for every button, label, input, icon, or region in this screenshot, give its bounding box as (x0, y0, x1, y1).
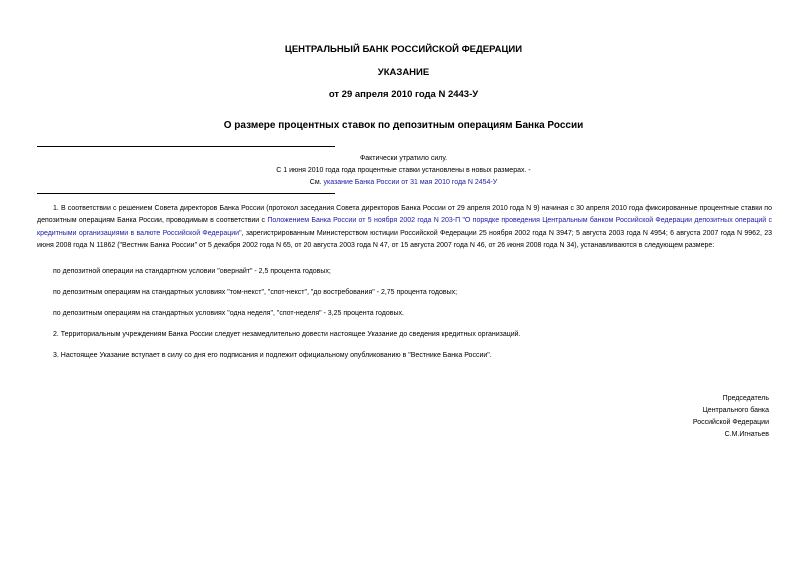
notice-status: Фактически утратило силу. (359, 155, 448, 162)
document-date-heading: от 29 апреля 2010 года N 2443-У (328, 89, 479, 100)
paragraph-2: 2. Территориальным учреждениям Банка России следует незамедлительно довести настоящее Указание до сведения кредитных организаций. (53, 331, 521, 338)
signature-org-line: Центрального банка (702, 407, 769, 414)
notice-reference (0, 179, 807, 186)
document-type-heading: УКАЗАНИЕ (377, 67, 430, 78)
signature-position: Председатель (722, 395, 769, 402)
notice-reference-link[interactable]: указание Банка России от 31 мая 2010 года N 2454-У (323, 179, 498, 186)
signature-block (693, 393, 769, 441)
signatory-name: С.М.Игнатьев (724, 431, 769, 438)
paragraph-1-text-b: , зарегистрированным Министерством юстиции Российской Федерации 25 ноября 2002 года N 3947; 5 августа 2003 года N 4954; 6 августа 2007 года N 9962, 23 июня 2008 года N 11862 ("Вестник Банка России" от 5 декабря 2002 года N 65, от 20 августа 2003 года N 47, от 15 августа 2007 года N 46, от 26 июня 2008 года N 34), устанавливаются в следующем размере: (37, 229, 772, 250)
notice-top-divider (37, 146, 335, 147)
paragraph-3: 3. Настоящее Указание вступает в силу со дня его подписания и подлежит официальному опубликованию в "Вестнике Банка России". (53, 352, 492, 359)
signature-country-line: Российской Федерации (692, 419, 769, 426)
rate-item-one-week: по депозитным операциям на стандартных условиях "одна неделя", "спот-неделя" - 3,25 процента годовых. (53, 310, 404, 317)
rate-item-overnight: по депозитной операции на стандартном условии "овернайт" - 2,5 процента годовых; (53, 268, 331, 275)
notice-change: С 1 июня 2010 года года процентные ставки установлены в новых размерах. - (276, 167, 531, 174)
notice-bottom-divider (37, 193, 335, 194)
document-title: О размере процентных ставок по депозитным операциям Банка России (223, 120, 584, 131)
issuer-heading: ЦЕНТРАЛЬНЫЙ БАНК РОССИЙСКОЙ ФЕДЕРАЦИИ (284, 44, 523, 55)
notice-reference-prefix: См. (309, 179, 324, 186)
rate-item-tom-next: по депозитным операциям на стандартных условиях "том-некст", "спот-некст", "до востребования" - 2,75 процента годовых; (53, 289, 458, 296)
regulation-link[interactable]: Положением Банка России от 5 ноября 2002 года N 203-П "О порядке проведения Центральным банком Российской Федерации депозитных операций с кредитными организациями в валюте Российской Федерации" (37, 217, 772, 237)
paragraph-1 (37, 203, 772, 253)
paragraph-1-text-a: 1. В соответствии с решением Совета директоров Банка России (протокол заседания Совета директоров Банка России от 29 апреля 2010 года N 9) начиная с 30 апреля 2010 года фиксированные процентные ставки по депозитным операциям Банка России, проводимым в соответствии с (37, 205, 772, 225)
